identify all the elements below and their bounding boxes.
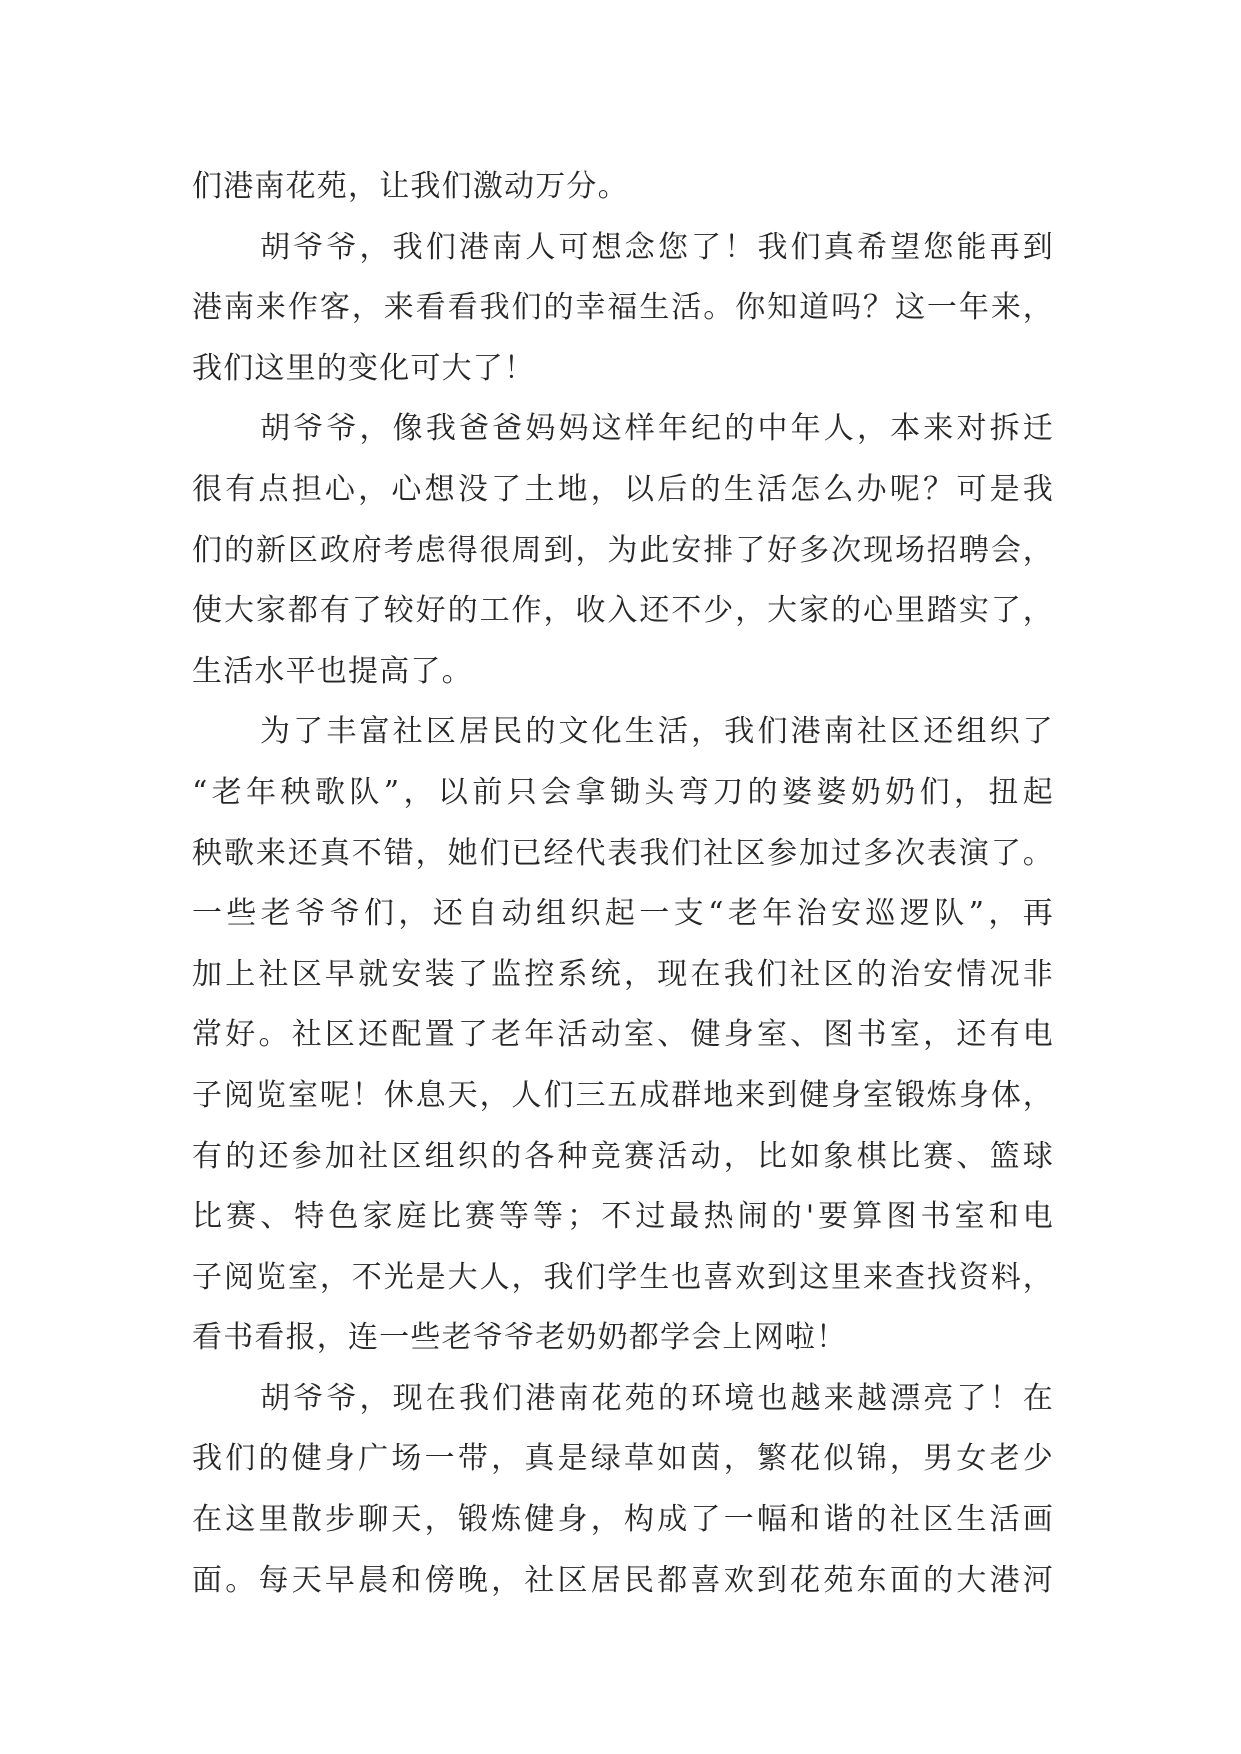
text-line: 在这里散步聊天，锻炼健身，构成了一幅和谐的社区生活画 — [192, 1502, 1054, 1538]
text-line: 们港南花苑，让我们激动万分。 — [192, 169, 629, 204]
text-line: 我们的健身广场一带，真是绿草如茵，繁花似锦，男女老少 — [192, 1441, 1054, 1477]
text-line: 有的还参加社区组织的各种竞赛活动，比如象棋比赛、篮球 — [192, 1138, 1054, 1174]
text-line: 们的新区政府考虑得很周到，为此安排了好多次现场招聘会， — [192, 532, 1054, 568]
text-line: 我们这里的变化可大了！ — [192, 350, 536, 386]
text-line: 为了丰富社区居民的文化生活，我们港南社区还组织了 — [260, 714, 1054, 750]
text-line: “老年秧歌队”，以前只会拿锄头弯刀的婆婆奶奶们，扭起 — [192, 774, 1054, 810]
letter-body — [192, 157, 1054, 1611]
text-line: 使大家都有了较好的工作，收入还不少，大家的心里踏实了， — [192, 593, 1054, 629]
text-line: 胡爷爷，现在我们港南花苑的环境也越来越漂亮了！在 — [260, 1380, 1054, 1416]
text-line: 秧歌来还真不错，她们已经代表我们社区参加过多次表演了。 — [192, 835, 1054, 871]
text-line: 一些老爷爷们，还自动组织起一支“老年治安巡逻队”，再 — [192, 896, 1054, 932]
text-line: 胡爷爷，像我爸爸妈妈这样年纪的中年人，本来对拆迁 — [260, 411, 1054, 447]
text-line: 生活水平也提高了。 — [192, 653, 473, 689]
text-line: 比赛、特色家庭比赛等等；不过最热闹的'要算图书室和电 — [192, 1199, 1054, 1235]
text-line: 很有点担心，心想没了土地，以后的生活怎么办呢？可是我 — [192, 471, 1054, 507]
text-line: 看书看报，连一些老爷爷老奶奶都学会上网啦！ — [192, 1320, 848, 1356]
text-line: 子阅览室，不光是大人，我们学生也喜欢到这里来查找资料， — [192, 1259, 1054, 1295]
text-line: 加上社区早就安装了监控系统，现在我们社区的治安情况非 — [192, 956, 1054, 992]
text-line: 胡爷爷，我们港南人可想念您了！我们真希望您能再到 — [260, 229, 1054, 265]
text-line: 常好。社区还配置了老年活动室、健身室、图书室，还有电 — [192, 1017, 1054, 1053]
text-line: 港南来作客，来看看我们的幸福生活。你知道吗？这一年来， — [192, 290, 1054, 326]
text-line: 子阅览室呢！休息天，人们三五成群地来到健身室锻炼身体， — [192, 1077, 1054, 1113]
text-line: 面。每天早晨和傍晚，社区居民都喜欢到花苑东面的大港河 — [192, 1562, 1054, 1598]
